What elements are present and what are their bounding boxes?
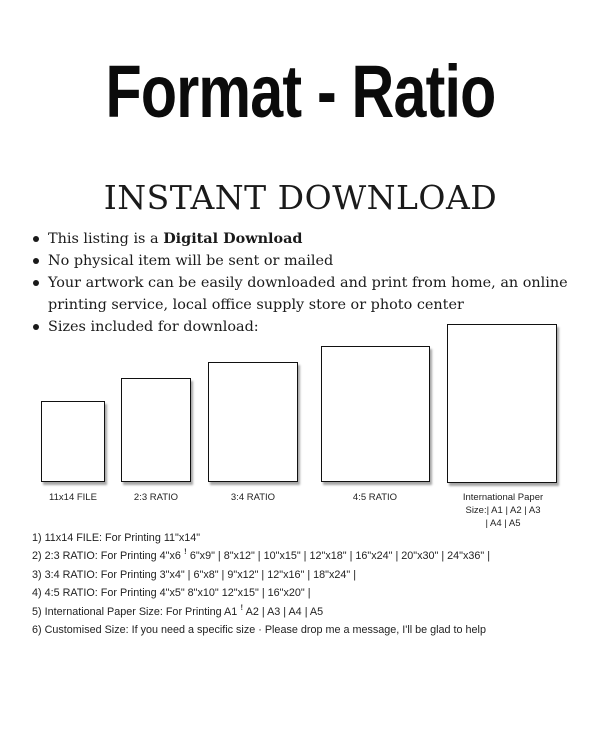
note-international-paper: 5) International Paper Size: For Printing A1 ꜝ A2 | A3 | A4 | A5 xyxy=(32,605,324,618)
frame-label-international-paper xyxy=(447,491,559,530)
frame-label-11x14: 11x14 FILE xyxy=(49,492,97,503)
instant-download-heading: INSTANT DOWNLOAD xyxy=(103,178,498,217)
list-item-digital-download xyxy=(30,228,590,250)
note-customised-size: 6) Customised Size: If you need a specific size · Please drop me a message, I'll be glad to help xyxy=(32,624,486,637)
frame-3-4-ratio xyxy=(208,362,298,482)
digital-download-prefix: This listing is a xyxy=(48,231,164,247)
frame-label-2-3-ratio: 2:3 RATIO xyxy=(133,492,179,503)
frame-11x14 xyxy=(41,401,105,482)
note-2-3-ratio: 2) 2:3 RATIO: For Printing 4"x6 ꜝ 6"x9" | 8"x12" | 10"x15" | 12"x18" | 16"x24" | 20"x30" | 24"x36" | xyxy=(32,550,491,563)
frame-label-4-5-ratio: 4:5 RATIO xyxy=(352,492,398,503)
info-bullet-list xyxy=(30,228,590,338)
intl-label-line-2: Size:| A1 | A2 | A3 xyxy=(465,505,541,516)
intl-label-line-3: | A4 | A5 xyxy=(485,518,521,529)
list-item-no-physical: No physical item will be sent or mailed xyxy=(30,250,590,272)
note-11x14: 1) 11x14 FILE: For Printing 11"x14" xyxy=(32,532,201,544)
frame-2-3-ratio xyxy=(121,378,191,482)
note-4-5-ratio: 4) 4:5 RATIO: For Printing 4"x5" 8"x10" 12"x15" | 16"x20" | xyxy=(32,587,311,600)
frame-4-5-ratio xyxy=(321,346,430,482)
digital-download-bold: Digital Download xyxy=(163,230,303,247)
list-item-sizes-included: Sizes included for download: xyxy=(30,316,590,338)
list-item-print-options: Your artwork can be easily downloaded and print from home, an online printing service, local office supply store or photo center xyxy=(30,272,590,316)
size-notes-list xyxy=(32,529,592,639)
page-title: Format - Ratio xyxy=(105,50,496,133)
note-3-4-ratio: 3) 3:4 RATIO: For Printing 3"x4" | 6"x8" | 9"x12" | 12"x16" | 18"x24" | xyxy=(32,568,357,581)
frame-label-3-4-ratio: 3:4 RATIO xyxy=(230,492,276,503)
intl-label-line-1: International Paper xyxy=(462,492,544,503)
frame-international-paper xyxy=(447,324,557,483)
